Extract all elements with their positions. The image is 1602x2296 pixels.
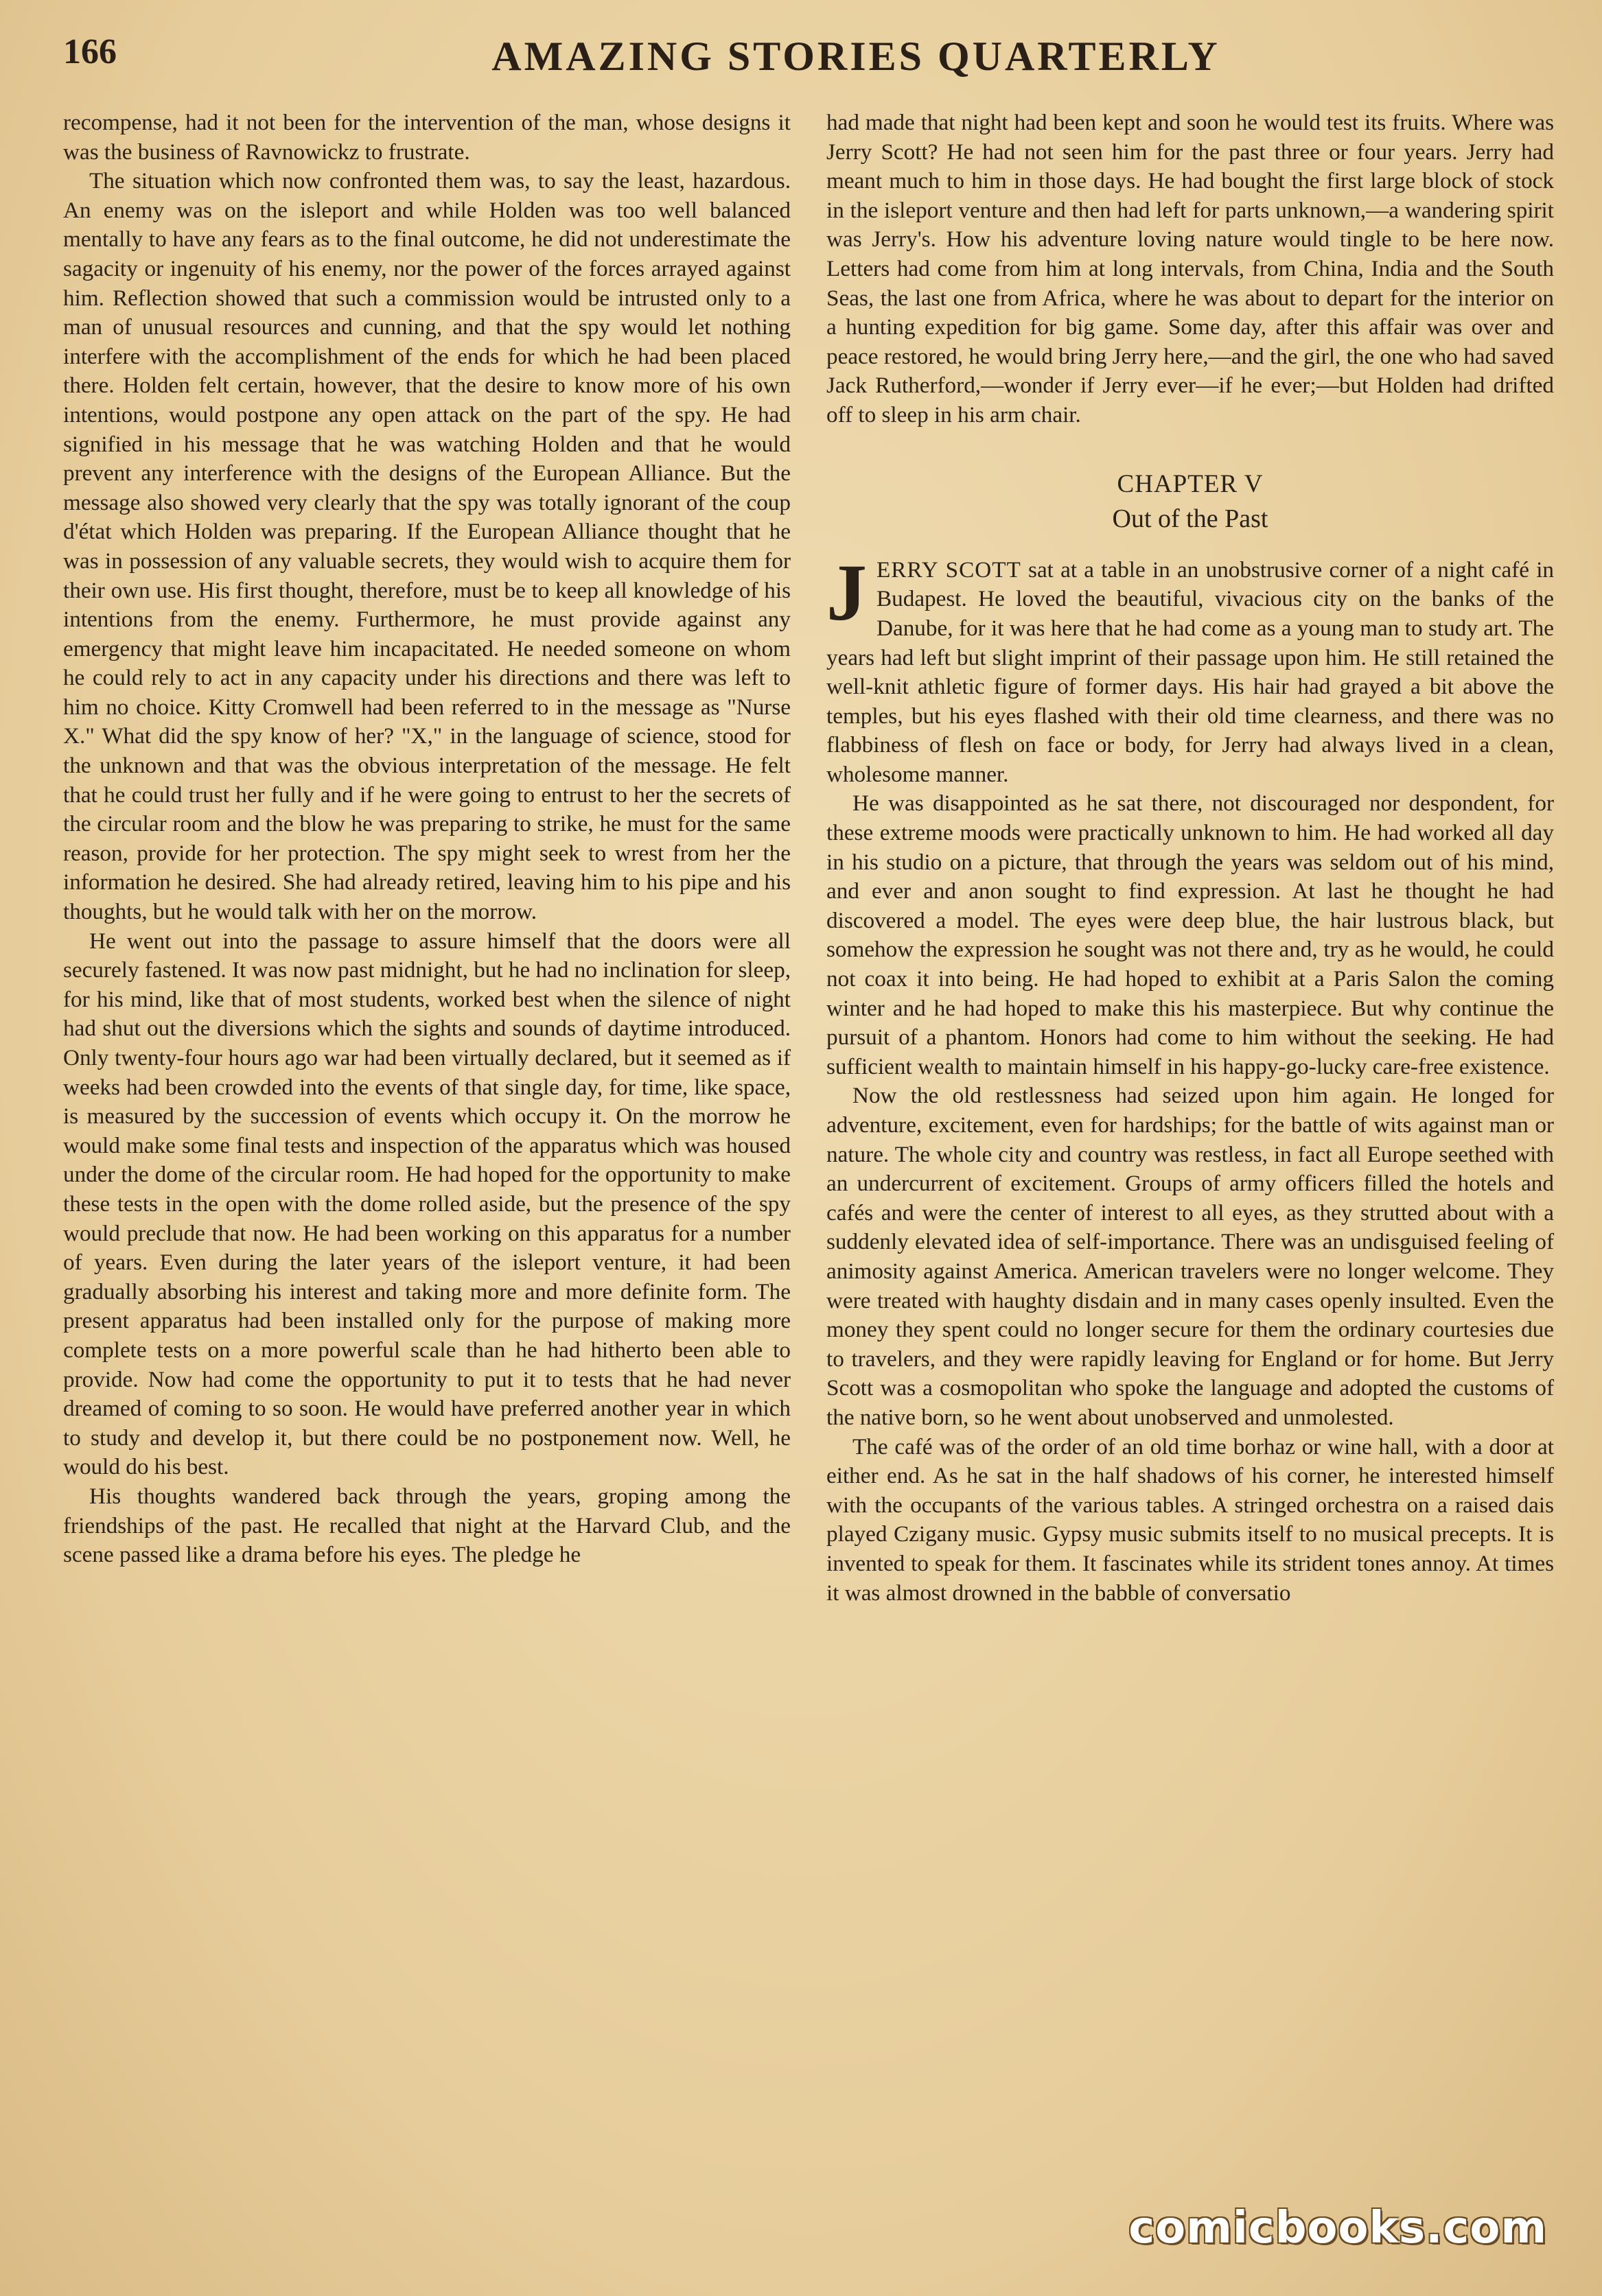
chapter-opening-paragraph <box>826 547 1555 790</box>
paragraph: recompense, had it not been for the intervention of the man, whose designs it was the business of Ravnowickz to frustrate. <box>63 110 791 165</box>
right-column <box>826 108 1554 1608</box>
lead-words: ERRY SCOTT <box>877 557 1021 583</box>
left-column <box>63 108 791 1570</box>
drop-cap: J <box>826 547 867 637</box>
paragraph: His thoughts wandered back through the years, groping among the friendships of the past. He recalled that night at the Harvard Club, and the scene passed like a drama before his eyes. The pledge he <box>63 1483 791 1568</box>
paragraph: He went out into the passage to assure himself that the doors were all securely fastened. It was now past midnight, but he had no inclination for sleep, for his mind, like that of most students, worked best when the silence of night had shut out the diversions which the sights and sounds of daytime introduced. Only twenty-four hours ago war had been virtually declared, but it seemed as if weeks had been crowded into the events of that single day, for time, like space, is measured by the succession of events which occupy it. On the morrow he would make some final tests and inspection of the apparatus which was housed under the dome of the circular room. He had hoped for the opportunity to make these tests in the open with the dome rolled aside, but the presence of the spy would preclude that now. He had been working on this apparatus for a number of years. Even during the later years of the isleport venture, it had been gradually absorbing his interest and taking more and more definite form. The present apparatus had been installed only for the purpose of making more complete tests on a more powerful scale than he had hitherto been able to provide. Now had come the opportunity to put it to tests that he had never dreamed of coming to so soon. He would have preferred another year in which to study and develop it, but there could be no postponement now. Well, he would do his best. <box>63 928 791 1480</box>
paragraph: had made that night had been kept and soon he would test its fruits. Where was Jerry Scott? He had not seen him for the past three or four years. Jerry had meant much to him in those days. He had bought the first large block of stock in the isleport venture and then had left for parts unknown,—a wandering spirit was Jerry's. How his adventure loving nature would tingle to be here now. Letters had come from him at long intervals, from China, India and the South Seas, the last one from Africa, where he was about to depart for the interior on a hunting expedition for big game. Some day, after this affair was over and peace restored, he would bring Jerry here,—and the girl, the one who had saved Jack Rutherford,—wonder if Jerry ever—if he ever;—but Holden had drifted off to sleep in his arm chair. <box>826 110 1554 427</box>
paragraph: The café was of the order of an old time borhaz or wine hall, with a door at either end. As he sat in the half shadows of his corner, he interested himself with the occupants of the various tables. A stringed orchestra on a raised dais played Czigany music. Gypsy music submits itself to no musical precepts. It is invented to speak for them. It fascinates while its strident tones annoy. At times it was almost drowned in the babble of conversatio <box>826 1433 1554 1606</box>
paragraph: Now the old restlessness had seized upon him again. He longed for adventure, excitement, even for hardships; for the battle of wits against man or nature. The whole city and country was restless, in fact all Europe seethed with an undercurrent of excitement. Groups of army officers filled the hotels and cafés and were the center of interest to all eyes, as they strutted about with a suddenly elevated idea of self-importance. There was an undisguised feeling of animosity against America. American travelers were no longer welcome. They were treated with haughty disdain and in many cases openly insulted. Even the money they spent could no longer secure for them the ordinary courtesies due to travelers, and they were rapidly leaving for England or for home. But Jerry Scott was a cosmopolitan who spoke the language and adopted the customs of the native born, so he went about unobserved and unmolested. <box>826 1083 1554 1430</box>
page-number: 166 <box>63 32 117 71</box>
chapter-heading: CHAPTER V <box>1117 469 1264 498</box>
page-header <box>63 26 1546 88</box>
chapter-title: Out of the Past <box>1112 504 1268 534</box>
paragraph: He was disappointed as he sat there, not discouraged nor despondent, for these extreme moods were practically unknown to him. He had worked all day in his studio on a picture, that through the years was seldom out of his mind, and ever and anon sought to find expression. At last he thought he had discovered a model. The eyes were deep blue, the hair lustrous black, but somehow the expression he sought was not there and, try as he would, he could not coax it into being. He had hoped to exhibit at a Paris Salon the coming winter and he had hoped to make this his masterpiece. But why continue the pursuit of a phantom. Honors had come to him without the seeking. He had sufficient wealth to maintain himself in his happy-go-lucky care-free existence. <box>826 790 1554 1079</box>
running-title: AMAZING STORIES QUARTERLY <box>491 34 1220 79</box>
paragraph: The situation which now confronted them was, to say the least, hazardous. An enemy was on the isleport and while Holden was too well balanced mentally to have any fears as to the final outcome, he did not underestimate the sagacity or ingenuity of his enemy, nor the power of the forces arrayed against him. Reflection showed that such a commission would be intrusted only to a man of unusual resources and cunning, and that the spy would let nothing interfere with the accomplishment of the ends for which he had been placed there. Holden felt certain, however, that the desire to know more of his own intentions, would postpone any open attack on the part of the spy. He had signified in his message that he was watching Holden and that he would prevent any interference with the designs of the European Alliance. But the message also showed very clearly that the spy was totally ignorant of the coup d'état which Holden was preparing. If the European Alliance thought that he was in possession of any valuable secrets, they would wish to acquire them for their own use. His first thought, therefore, must be to keep all knowledge of his intentions from the enemy. Furthermore, he must provide against any emergency that might leave him incapacitated. He needed someone on whom he could rely to act in any capacity under his directions and there was left to him no choice. Kitty Cromwell had been referred to in the message as "Nurse X." What did the spy know of her? "X," in the language of science, stood for the unknown and that was the obvious interpretation of the message. He felt that he could trust her fully and if he were going to entrust to her the secrets of the circular room and the blow he was preparing to strike, he must for the same reason, provide for her protection. The spy might seek to wrest from her the information he desired. She had already retired, leaving him to his pipe and his thoughts, but he would talk with her on the morrow. <box>63 168 791 925</box>
paragraph-text: sat at a table in an unobstrusive corner of a night café in Budapest. He loved the beautiful, vivacious city on the banks of the Danube, for it was here that he had come as a young man to study art. The years had left but slight imprint of their passage upon him. He still retained the well-knit athletic figure of former days. His hair had grayed a bit above the temples, but his eyes flashed with their old time clearness, and there was no flabbiness of flesh on face or body, for Jerry had always lived in a clean, wholesome manner. <box>826 557 1555 787</box>
watermark: comicbooks.com <box>1128 2203 1547 2253</box>
